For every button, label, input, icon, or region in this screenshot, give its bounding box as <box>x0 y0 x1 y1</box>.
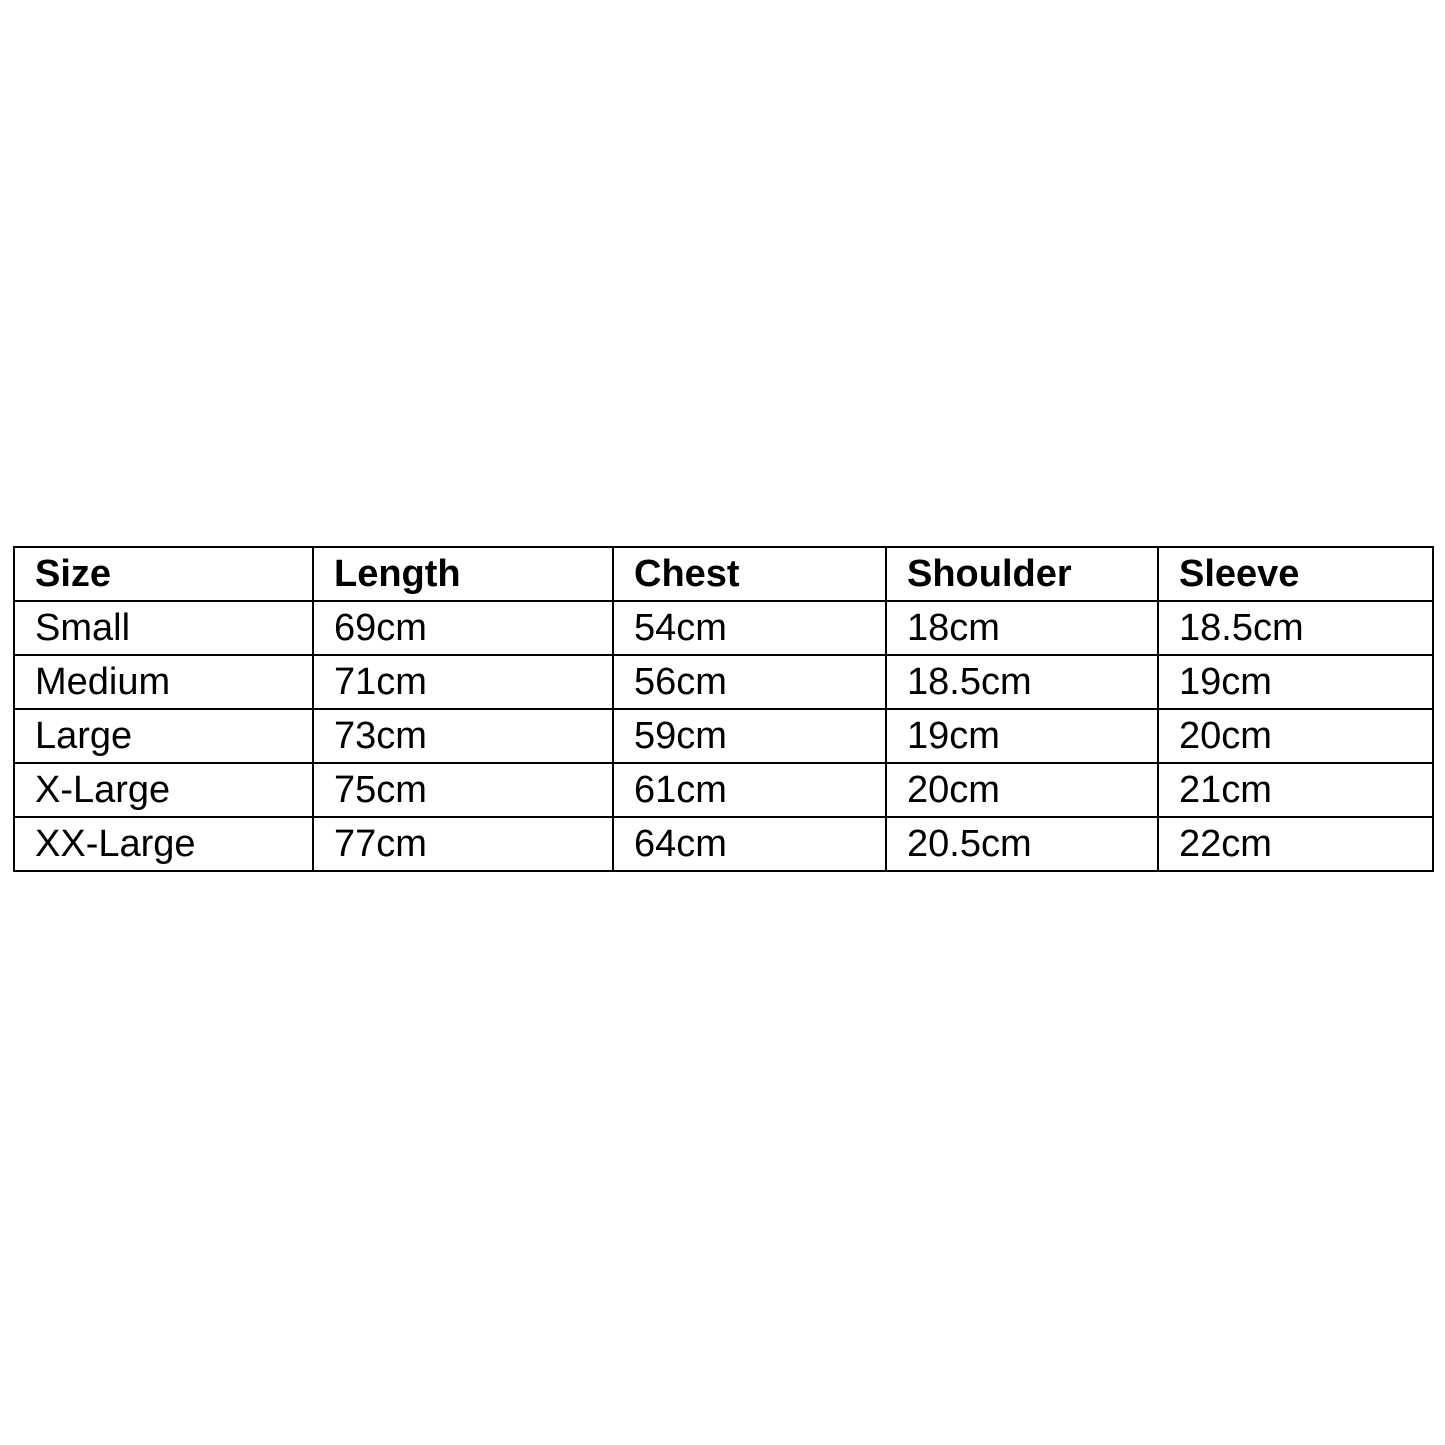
chest-cell: 64cm <box>613 817 886 871</box>
length-cell: 69cm <box>313 601 613 655</box>
shoulder-cell: 18cm <box>886 601 1158 655</box>
sleeve-cell: 22cm <box>1158 817 1433 871</box>
sleeve-cell: 20cm <box>1158 709 1433 763</box>
column-header-length: Length <box>313 547 613 601</box>
sleeve-cell: 21cm <box>1158 763 1433 817</box>
sleeve-cell: 19cm <box>1158 655 1433 709</box>
column-header-size: Size <box>14 547 313 601</box>
chest-cell: 59cm <box>613 709 886 763</box>
length-cell: 77cm <box>313 817 613 871</box>
chest-cell: 56cm <box>613 655 886 709</box>
size-cell: X-Large <box>14 763 313 817</box>
size-cell: Medium <box>14 655 313 709</box>
shoulder-cell: 18.5cm <box>886 655 1158 709</box>
length-cell: 71cm <box>313 655 613 709</box>
table-row <box>14 601 1433 655</box>
shoulder-cell: 20.5cm <box>886 817 1158 871</box>
table-header-row <box>14 547 1433 601</box>
length-cell: 75cm <box>313 763 613 817</box>
column-header-shoulder: Shoulder <box>886 547 1158 601</box>
shoulder-cell: 19cm <box>886 709 1158 763</box>
chest-cell: 54cm <box>613 601 886 655</box>
size-cell: XX-Large <box>14 817 313 871</box>
table-row <box>14 817 1433 871</box>
shoulder-cell: 20cm <box>886 763 1158 817</box>
length-cell: 73cm <box>313 709 613 763</box>
size-chart-table <box>13 546 1434 872</box>
column-header-sleeve: Sleeve <box>1158 547 1433 601</box>
column-header-chest: Chest <box>613 547 886 601</box>
table-row <box>14 763 1433 817</box>
chest-cell: 61cm <box>613 763 886 817</box>
sleeve-cell: 18.5cm <box>1158 601 1433 655</box>
size-cell: Small <box>14 601 313 655</box>
table-row <box>14 709 1433 763</box>
size-cell: Large <box>14 709 313 763</box>
table-row <box>14 655 1433 709</box>
